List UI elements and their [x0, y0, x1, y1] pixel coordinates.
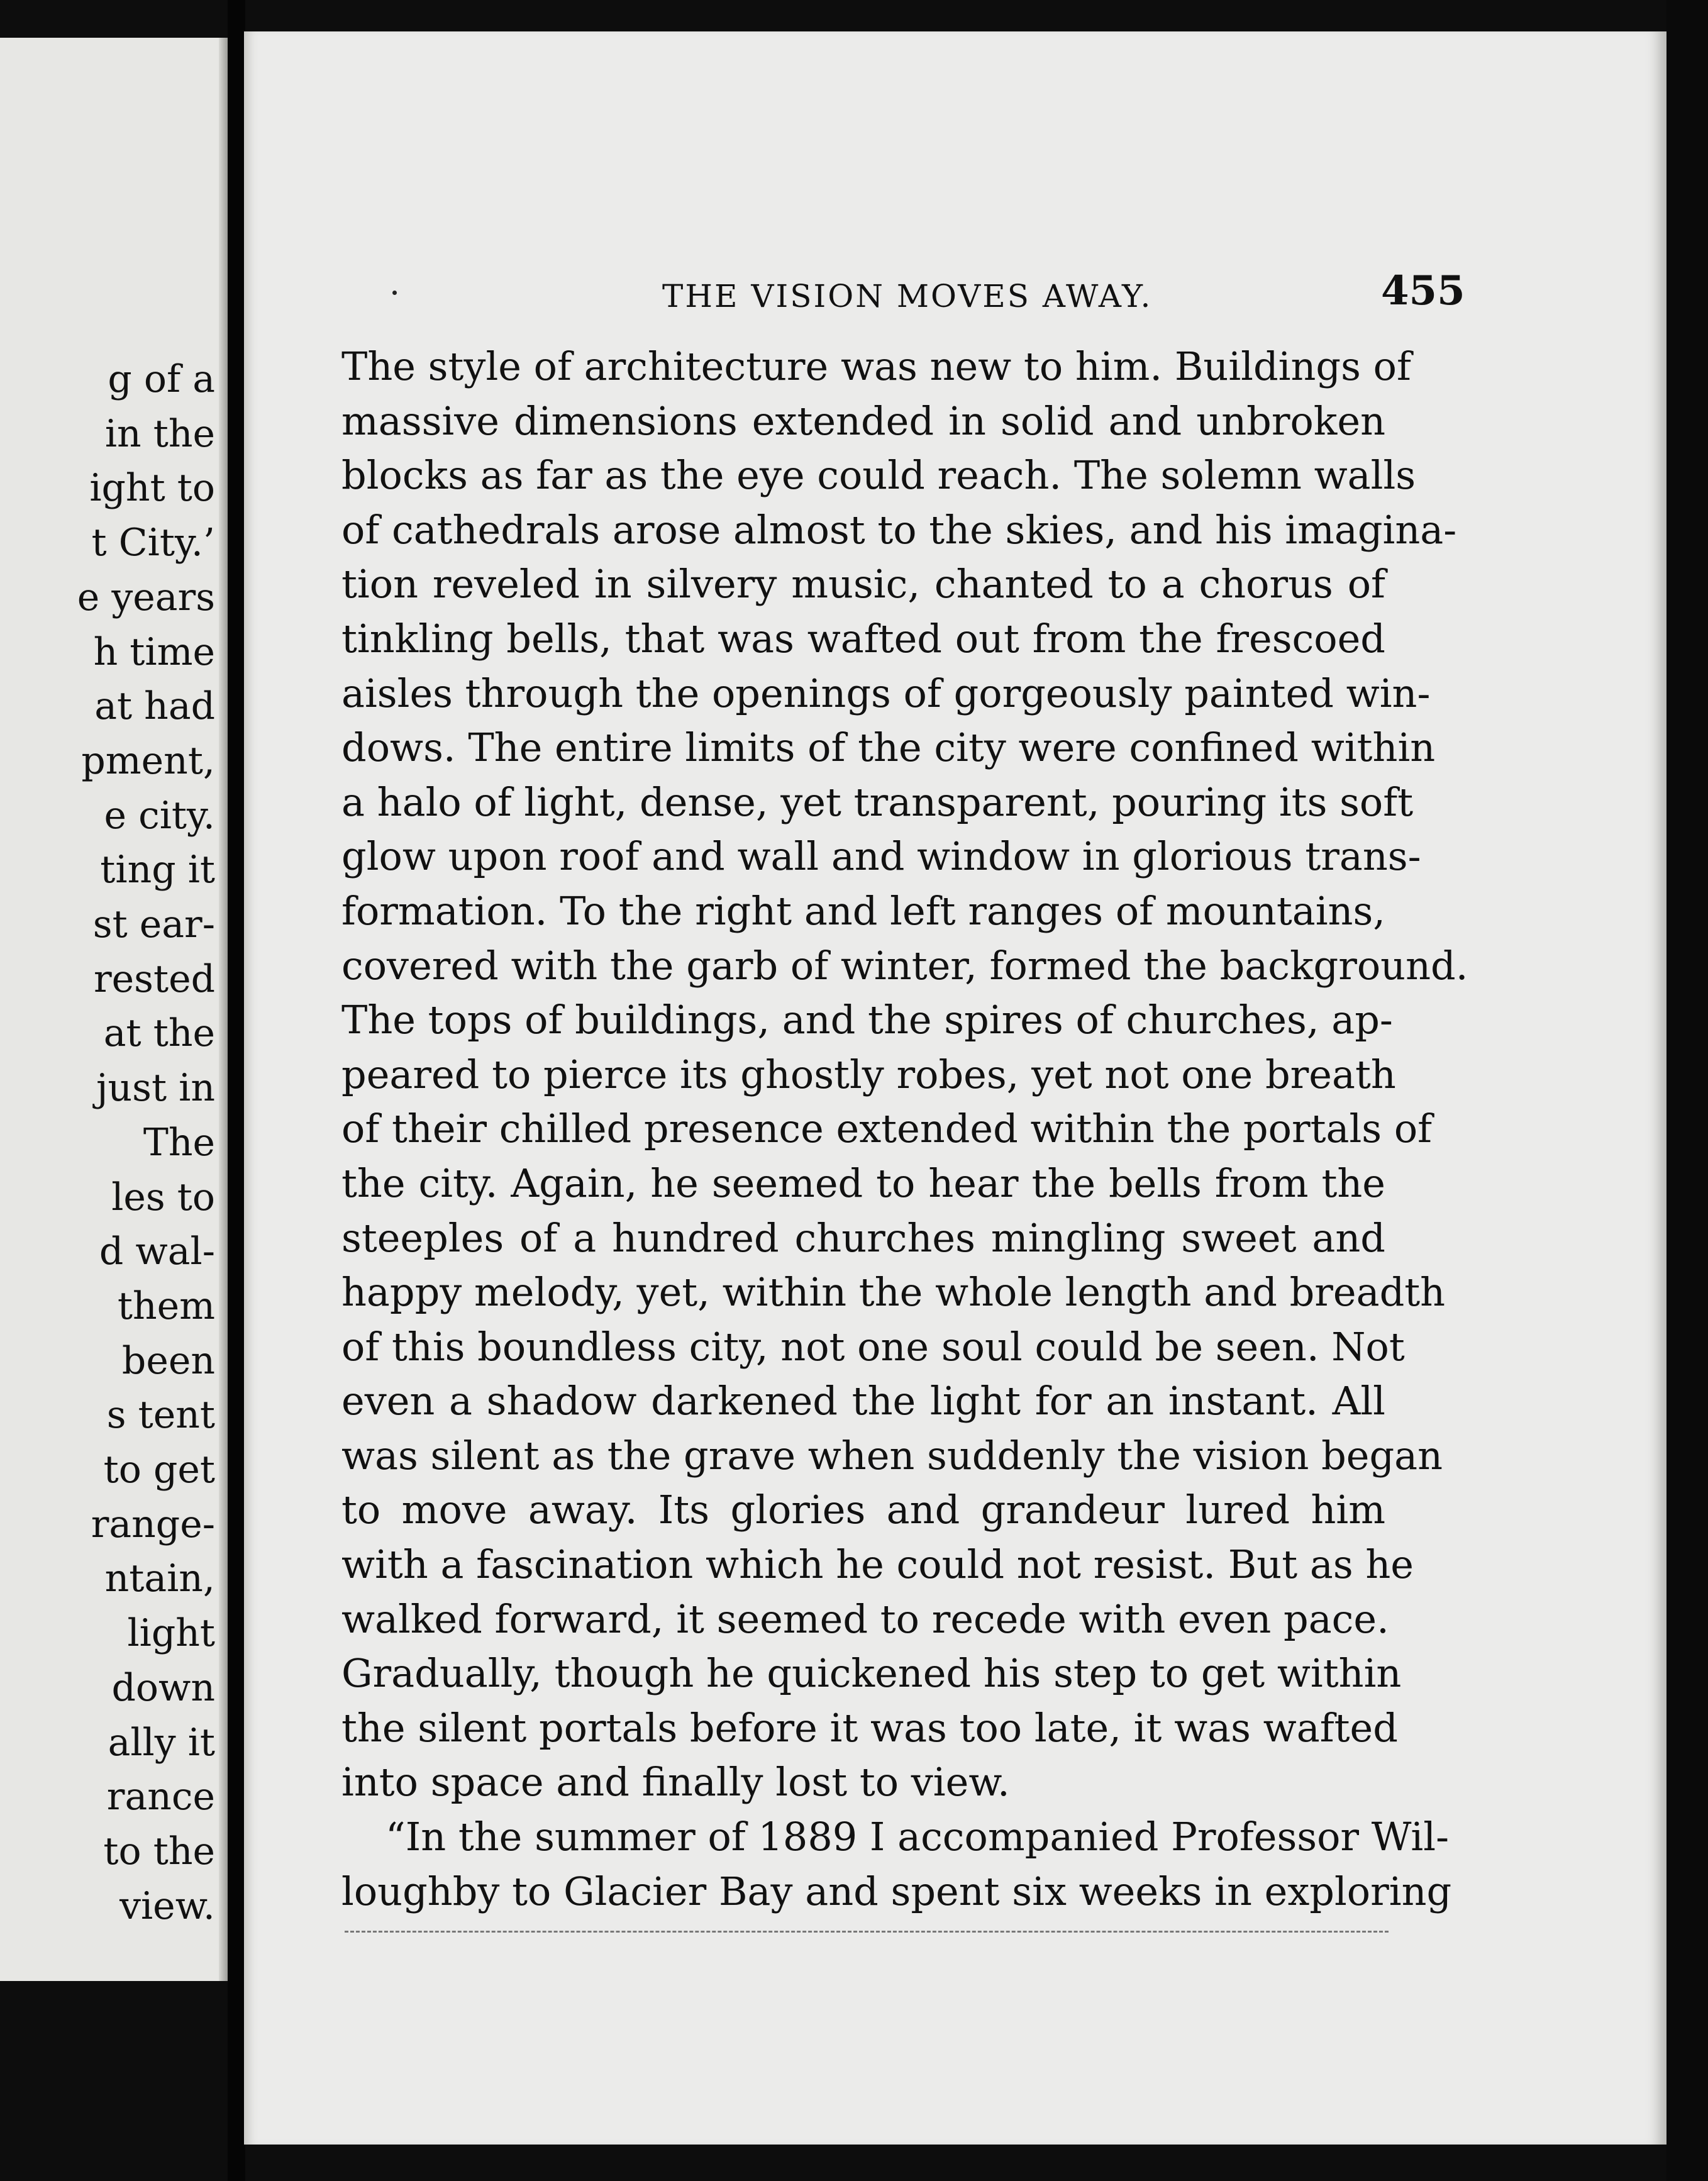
body-text	[341, 340, 1468, 1919]
text-line: a halo of light, dense, yet transparent, pouring its soft	[341, 779, 1414, 825]
left-page-edge-shadow	[219, 38, 228, 1981]
left-page-line: them	[117, 1284, 215, 1328]
book-gutter	[228, 0, 245, 2181]
text-line: formation. To the right and left ranges of mountains,	[341, 887, 1385, 934]
left-page-line: s tent	[106, 1393, 215, 1438]
left-page-line: pment,	[81, 738, 215, 783]
left-page	[0, 38, 228, 1981]
header-dot	[392, 291, 397, 295]
text-line: dows. The entire limits of the city were confined within	[341, 724, 1436, 771]
left-page-line: light	[127, 1611, 215, 1656]
running-head: THE VISION MOVES AWAY.	[662, 278, 1153, 314]
left-page-line: been	[121, 1338, 215, 1383]
page-header	[244, 245, 1666, 327]
left-page-line: g of a	[108, 357, 215, 401]
text-line-paragraph-start: “In the summer of 1889 I accompanied Professor Wil-	[385, 1814, 1450, 1860]
text-line: of their chilled presence extended within the portals of	[341, 1106, 1433, 1152]
left-page-line: e city.	[104, 793, 215, 838]
text-line: the silent portals before it was too late, it was wafted	[341, 1704, 1398, 1751]
text-line: loughby to Glacier Bay and spent six weeks in exploring	[341, 1868, 1452, 1914]
left-page-line: ally it	[108, 1720, 215, 1765]
text-line: The tops of buildings, and the spires of churches, ap-	[341, 997, 1393, 1043]
left-page-line: at the	[103, 1011, 215, 1056]
text-line: even a shadow darkened the light for an instant. All	[341, 1378, 1385, 1424]
text-line: tinkling bells, that was wafted out from the frescoed	[341, 615, 1385, 662]
bottom-rule	[345, 1931, 1389, 1933]
text-line: tion reveled in silvery music, chanted to a chorus of	[341, 561, 1385, 608]
text-line: aisles through the openings of gorgeously painted win-	[341, 670, 1431, 716]
text-line: of this boundless city, not one soul could be seen. Not	[341, 1323, 1405, 1370]
left-page-line: ight to	[89, 466, 215, 511]
text-line: was silent as the grave when suddenly the vision began	[341, 1432, 1443, 1479]
text-line: to move away. Its glories and grandeur lured him	[341, 1487, 1385, 1533]
text-line: walked forward, it seemed to recede with even pace.	[341, 1596, 1389, 1642]
text-line-paragraph-end: into space and finally lost to view.	[341, 1759, 1010, 1806]
text-line: the city. Again, he seemed to hear the bells from the	[341, 1160, 1385, 1206]
left-page-line: just in	[96, 1066, 215, 1111]
left-page-line: in the	[104, 411, 215, 456]
left-page-line: t City.’	[91, 521, 215, 565]
page-number: 455	[1381, 267, 1465, 314]
text-line: with a fascination which he could not resist. But as he	[341, 1541, 1414, 1588]
left-page-line: The	[143, 1120, 215, 1165]
left-page-line: view.	[119, 1884, 215, 1928]
left-page-line: h time	[93, 630, 215, 674]
text-line: happy melody, yet, within the whole length and breadth	[341, 1269, 1446, 1316]
right-margin-strip	[1666, 0, 1708, 2181]
left-page-line: down	[111, 1665, 215, 1710]
text-line: of cathedrals arose almost to the skies, and his imagina-	[341, 506, 1457, 553]
main-page	[244, 31, 1666, 2145]
left-page-line: at had	[94, 684, 215, 729]
text-line: Gradually, though he quickened his step to get within	[341, 1650, 1402, 1697]
left-page-line: range-	[91, 1502, 215, 1546]
text-line: steeples of a hundred churches mingling sweet and	[341, 1214, 1385, 1261]
left-page-line: st ear-	[92, 902, 215, 947]
left-page-line: ntain,	[104, 1557, 215, 1601]
text-line: covered with the garb of winter, formed the background.	[341, 942, 1468, 989]
left-page-line: rance	[106, 1775, 215, 1819]
left-page-text	[1, 352, 215, 1933]
text-line: peared to pierce its ghostly robes, yet not one breath	[341, 1051, 1396, 1097]
left-page-line: les to	[111, 1175, 215, 1219]
left-page-line: ting it	[100, 848, 215, 892]
left-page-line: to get	[103, 1448, 215, 1492]
left-page-line: rested	[93, 957, 215, 1001]
text-line: The style of architecture was new to him. Buildings of	[341, 343, 1411, 389]
left-page-line: to the	[103, 1829, 215, 1873]
text-line: massive dimensions extended in solid and unbroken	[341, 397, 1385, 444]
left-page-line: d wal-	[99, 1229, 215, 1274]
left-page-line: e years	[77, 575, 215, 619]
text-line: glow upon roof and wall and window in glorious trans-	[341, 833, 1421, 880]
text-line: blocks as far as the eye could reach. The solemn walls	[341, 452, 1416, 499]
